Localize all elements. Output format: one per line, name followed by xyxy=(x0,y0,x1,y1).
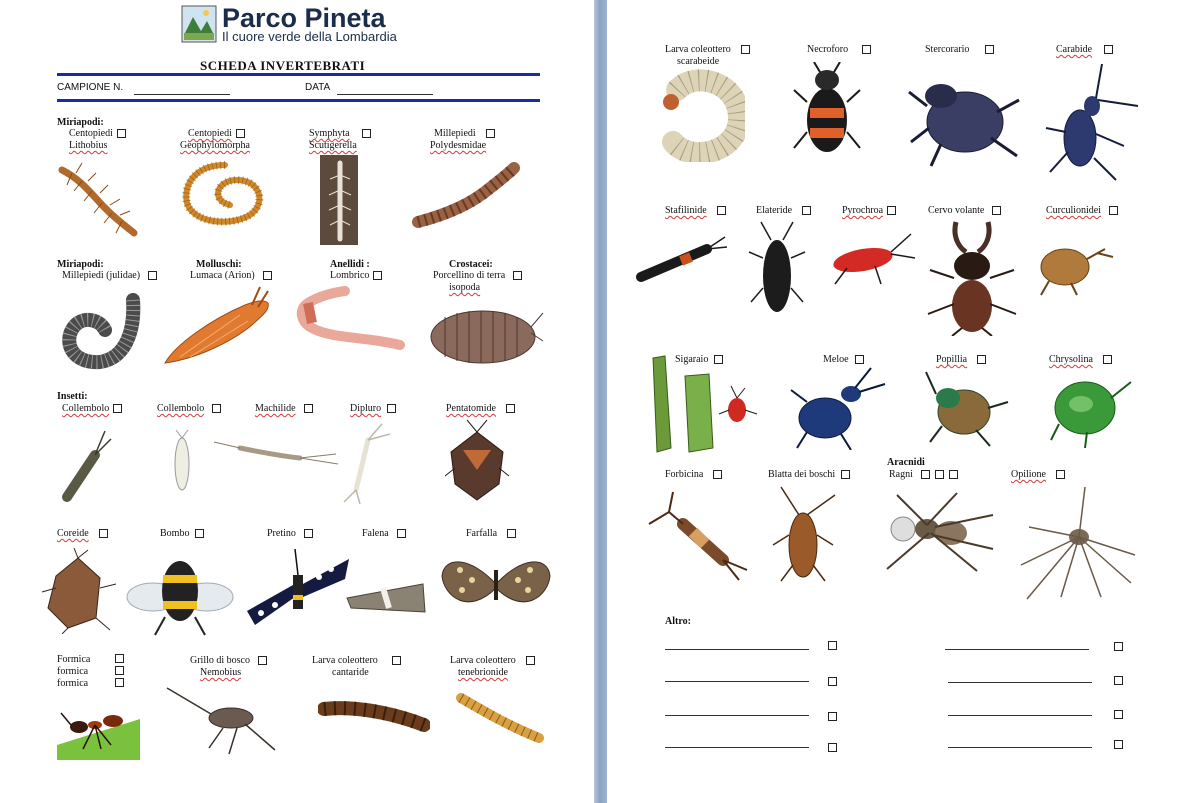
burying-beetle-icon xyxy=(792,62,862,157)
checkbox[interactable] xyxy=(115,666,124,675)
item-label: Centopiedi xyxy=(188,128,232,139)
item-label: Millepiedi (julidae) xyxy=(62,270,141,281)
item-label: Falena xyxy=(362,528,389,539)
wolf-spider-icon xyxy=(857,485,997,575)
millipede-flat-icon xyxy=(410,160,520,232)
data-field[interactable] xyxy=(337,94,433,95)
item-elateride xyxy=(756,205,811,217)
item-label: Popillia xyxy=(936,354,968,365)
item-label: Lombrico xyxy=(330,270,370,281)
data-label: DATA xyxy=(305,82,331,93)
checkbox[interactable] xyxy=(304,529,313,538)
checkbox[interactable] xyxy=(115,678,124,687)
item-stercorario xyxy=(925,44,994,56)
item-label: Formica xyxy=(57,654,91,665)
item-label: Elateride xyxy=(756,205,793,216)
checkbox[interactable] xyxy=(513,271,522,280)
item-label: Pyrochroa xyxy=(842,205,884,216)
item-larva-cantaride xyxy=(312,655,401,679)
item-label: Lumaca (Arion) xyxy=(190,270,255,281)
item-label: Symphyta xyxy=(309,128,350,139)
campione-field[interactable] xyxy=(134,94,230,95)
item-pentatomide xyxy=(446,403,515,415)
item-label: Farfalla xyxy=(466,528,498,539)
item-coreide xyxy=(57,528,108,540)
item-label: Pretino xyxy=(267,528,296,539)
dipluran-icon xyxy=(340,420,395,505)
checkbox[interactable] xyxy=(828,712,837,721)
item-grillo xyxy=(190,655,267,679)
checkbox[interactable] xyxy=(1109,206,1118,215)
moth-wasp-icon xyxy=(245,545,353,630)
item-stafilinide xyxy=(665,205,726,217)
item-collembolo-2 xyxy=(157,403,221,415)
altro-line[interactable] xyxy=(945,649,1089,650)
title-rule-top xyxy=(57,73,540,76)
click-beetle-icon xyxy=(747,218,807,316)
item-centopiedi-lithobius xyxy=(69,128,126,152)
altro-line[interactable] xyxy=(948,715,1092,716)
checkbox[interactable] xyxy=(195,529,204,538)
checkbox[interactable] xyxy=(113,404,122,413)
butterfly-icon xyxy=(440,550,552,620)
checkbox[interactable] xyxy=(992,206,1001,215)
item-ragni xyxy=(889,469,958,481)
item-larva-scarabeide xyxy=(665,44,750,68)
item-label: Forbicina xyxy=(665,469,704,480)
slug-icon xyxy=(160,285,275,370)
stag-beetle-icon xyxy=(922,218,1022,336)
checkbox[interactable] xyxy=(841,470,850,479)
item-sublabel: Polydesmidae xyxy=(430,140,487,151)
rove-beetle-icon xyxy=(635,235,730,285)
item-falena xyxy=(362,528,406,540)
item-label: Larva coleottero xyxy=(665,44,731,55)
item-label: Grillo di bosco xyxy=(190,655,250,666)
checkbox[interactable] xyxy=(387,404,396,413)
item-label: Larva coleottero xyxy=(312,655,378,666)
item-sublabel: Nemobius xyxy=(200,667,242,678)
title-rule-bottom xyxy=(57,99,540,102)
moth-icon xyxy=(343,578,428,616)
item-label: Stercorario xyxy=(925,44,970,55)
item-label: Blatta dei boschi xyxy=(768,469,836,480)
white-grub-icon xyxy=(655,68,745,162)
checkbox[interactable] xyxy=(828,641,837,650)
item-larva-tenebrionide xyxy=(450,655,535,679)
item-carabide xyxy=(1056,44,1113,56)
item-pyrochroa xyxy=(842,205,896,217)
checkbox[interactable] xyxy=(115,654,124,663)
item-label: Bombo xyxy=(160,528,190,539)
stinkbug-icon xyxy=(445,418,510,508)
section-miriapodi: Miriapodi: xyxy=(57,117,104,128)
item-farfalla xyxy=(466,528,516,540)
checkbox[interactable] xyxy=(802,206,811,215)
checkbox[interactable] xyxy=(236,129,245,138)
checkbox[interactable] xyxy=(212,404,221,413)
page-gutter xyxy=(594,0,607,803)
section-miriapodi-2: Miriapodi: xyxy=(57,259,104,270)
item-sublabel: isopoda xyxy=(449,282,481,293)
earwig-icon xyxy=(647,490,752,582)
cricket-icon xyxy=(165,678,285,756)
section-anellidi: Anellidi : xyxy=(330,259,370,270)
item-label: Cervo volante xyxy=(928,205,985,216)
item-necroforo xyxy=(807,44,871,56)
springtail-white-icon xyxy=(170,428,195,493)
checkbox[interactable] xyxy=(713,470,722,479)
item-sublabel: scarabeide xyxy=(677,56,720,67)
checkbox[interactable] xyxy=(506,404,515,413)
item-forbicina xyxy=(665,469,722,481)
item-sublabel: Scutigerella xyxy=(309,140,357,151)
checkbox[interactable] xyxy=(99,529,108,538)
section-molluschi: Molluschi: xyxy=(196,259,242,270)
checkbox[interactable] xyxy=(828,743,837,752)
checkbox[interactable] xyxy=(362,129,371,138)
item-sublabel: tenebrionide xyxy=(458,667,508,678)
brand-title: Parco Pineta xyxy=(222,3,386,33)
item-label: Coreide xyxy=(57,528,89,539)
item-label: Porcellino di terra xyxy=(433,270,506,281)
harvestman-icon xyxy=(1019,485,1139,603)
item-millepiedi-polydesmidae xyxy=(430,128,495,152)
item-label: Meloe xyxy=(823,354,849,365)
checkbox[interactable] xyxy=(1114,642,1123,651)
checkbox[interactable] xyxy=(373,271,382,280)
checkbox[interactable] xyxy=(1114,740,1123,749)
item-label: Carabide xyxy=(1056,44,1093,55)
item-label: Machilide xyxy=(255,403,296,414)
item-millepiedi-julidae xyxy=(62,270,157,282)
item-lombrico xyxy=(330,270,382,282)
weevil-icon xyxy=(1035,235,1115,297)
oil-beetle-icon xyxy=(785,362,890,450)
altro-line[interactable] xyxy=(665,681,809,682)
item-label: Sigaraio xyxy=(675,354,709,365)
item-label: Centopiedi xyxy=(69,128,113,139)
item-chrysolina xyxy=(1049,354,1112,366)
checkbox[interactable] xyxy=(935,470,944,479)
checkbox[interactable] xyxy=(1103,355,1112,364)
item-opilione xyxy=(1011,469,1065,481)
item-label: Curculionidei xyxy=(1046,205,1101,216)
checkbox[interactable] xyxy=(828,677,837,686)
mealworm-icon xyxy=(455,690,545,748)
silverfish-icon xyxy=(210,438,340,468)
scutigerella-icon xyxy=(320,155,360,247)
checkbox[interactable] xyxy=(526,656,535,665)
checkbox[interactable] xyxy=(392,656,401,665)
item-formica-2 xyxy=(57,666,88,678)
altro-line[interactable] xyxy=(665,747,809,748)
item-label: Stafilinide xyxy=(665,205,707,216)
checkbox[interactable] xyxy=(741,45,750,54)
checkbox[interactable] xyxy=(258,656,267,665)
item-sublabel: Lithobius xyxy=(69,140,108,151)
item-label: Ragni xyxy=(889,469,913,480)
item-curculionidei xyxy=(1046,205,1118,217)
item-label: formica xyxy=(57,678,89,689)
checkbox[interactable] xyxy=(862,45,871,54)
item-pretino xyxy=(267,528,313,540)
ant-icon xyxy=(57,705,140,760)
checkbox[interactable] xyxy=(921,470,930,479)
item-machilide xyxy=(255,403,313,415)
item-label: Millepiedi xyxy=(434,128,476,139)
checkbox[interactable] xyxy=(117,129,126,138)
checkbox[interactable] xyxy=(507,529,516,538)
checkbox[interactable] xyxy=(486,129,495,138)
leaf-beetle-icon xyxy=(1045,368,1135,448)
item-cervo-volante xyxy=(928,205,1001,217)
checkbox[interactable] xyxy=(1056,470,1065,479)
checkbox[interactable] xyxy=(949,470,958,479)
brand-tagline: Il cuore verde della Lombardia xyxy=(222,29,397,44)
millipede-icon xyxy=(55,288,150,373)
checkbox[interactable] xyxy=(397,529,406,538)
item-label: Opilione xyxy=(1011,469,1046,480)
left-page xyxy=(0,0,594,803)
right-page xyxy=(607,0,1202,803)
cardinal-beetle-icon xyxy=(825,228,917,286)
altro-line[interactable] xyxy=(948,747,1092,748)
checkbox[interactable] xyxy=(1104,45,1113,54)
checkbox[interactable] xyxy=(263,271,272,280)
campione-label: CAMPIONE N. xyxy=(57,82,124,93)
checkbox[interactable] xyxy=(1114,676,1123,685)
park-logo-icon xyxy=(181,5,217,43)
ground-beetle-icon xyxy=(1040,62,1140,182)
item-lumaca xyxy=(190,270,272,282)
item-sublabel: Geophylomorpha xyxy=(180,140,250,151)
section-crostacei: Crostacei: xyxy=(449,259,493,270)
bumblebee-icon xyxy=(125,545,235,637)
section-altro: Altro: xyxy=(665,616,691,627)
item-formica-1 xyxy=(57,654,90,666)
earthworm-icon xyxy=(290,283,408,355)
item-formica-3 xyxy=(57,678,88,690)
japanese-beetle-icon xyxy=(920,368,1010,450)
item-bombo xyxy=(160,528,204,540)
checkbox[interactable] xyxy=(1114,710,1123,719)
checkbox[interactable] xyxy=(304,404,313,413)
item-label: formica xyxy=(57,666,89,677)
section-insetti: Insetti: xyxy=(57,391,88,402)
item-symphyta xyxy=(309,128,371,152)
centipede-coiled-icon xyxy=(175,155,275,235)
checkbox[interactable] xyxy=(717,206,726,215)
item-sublabel: cantaride xyxy=(332,667,369,678)
item-porcellino xyxy=(433,270,522,294)
sheet-title: SCHEDA INVERTEBRATI xyxy=(200,58,366,73)
altro-line[interactable] xyxy=(948,682,1092,683)
item-label: Dipluro xyxy=(350,403,382,414)
item-label: Larva coleottero xyxy=(450,655,516,666)
item-collembolo-1 xyxy=(62,403,122,415)
leaf-roller-icon xyxy=(647,352,762,457)
centipede-icon xyxy=(52,155,142,240)
item-label: Necroforo xyxy=(807,44,849,55)
checkbox[interactable] xyxy=(985,45,994,54)
springtail-icon xyxy=(55,425,115,505)
checkbox[interactable] xyxy=(887,206,896,215)
larva-cantharid-icon xyxy=(318,695,430,737)
item-label: Pentatomide xyxy=(446,403,496,414)
item-centopiedi-geophylomorpha xyxy=(180,128,250,152)
item-label: Collembolo xyxy=(157,403,205,414)
altro-line[interactable] xyxy=(665,649,809,650)
item-label: Collembolo xyxy=(62,403,110,414)
coreid-bug-icon xyxy=(38,548,120,634)
dung-beetle-icon xyxy=(907,72,1022,167)
item-label: Chrysolina xyxy=(1049,354,1093,365)
section-aracnidi: Aracnidi xyxy=(887,457,925,468)
checkbox[interactable] xyxy=(977,355,986,364)
item-dipluro xyxy=(350,403,396,415)
woodlouse-icon xyxy=(425,295,545,370)
checkbox[interactable] xyxy=(148,271,157,280)
cockroach-icon xyxy=(769,485,837,585)
altro-line[interactable] xyxy=(665,715,809,716)
item-blatta xyxy=(768,469,850,481)
item-popillia xyxy=(936,354,986,366)
